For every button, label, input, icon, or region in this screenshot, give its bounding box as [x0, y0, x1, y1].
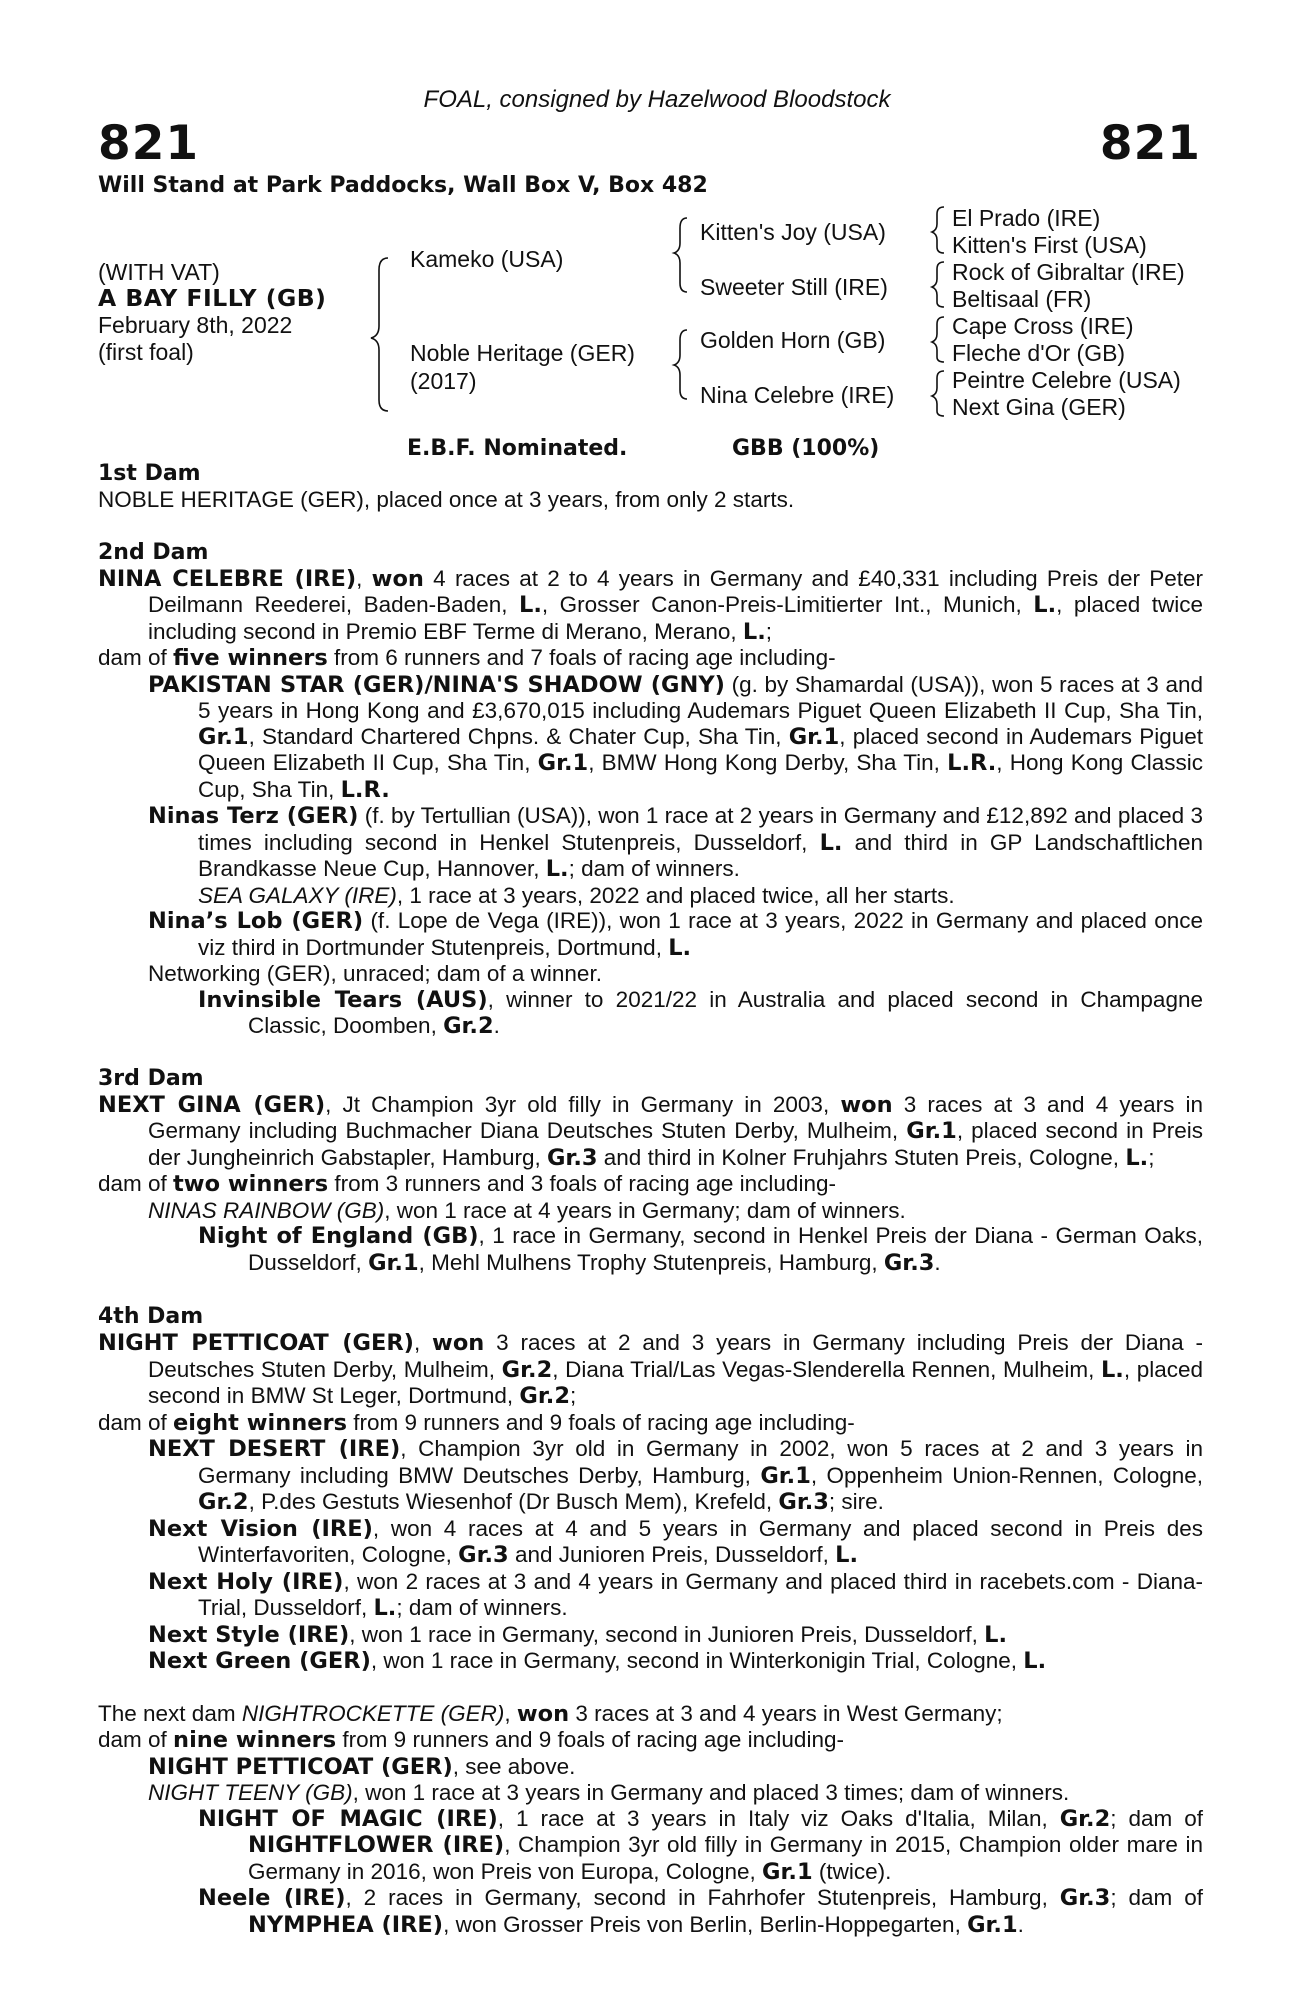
pedigree-g3-8: Next Gina (GER): [952, 394, 1126, 420]
record-entry: NEXT DESERT (IRE), Champion 3yr old in Germany in 2002, won 5 races at 2 and 3 years in Germany including BMW Deutsches Derby, Hamburg, Gr.1, Oppenheim Union-Rennen, Cologne, Gr.2, P.des Gestuts Wiesenhof (Dr Busch Mem), Krefeld, Gr.3; sire.: [148, 1436, 1204, 1515]
pedigree-dam: Noble Heritage (GER): [410, 340, 635, 366]
pedigree-section: [98, 1701, 1203, 1939]
pedigree-section: [98, 461, 1203, 513]
produce-record: [98, 461, 1203, 1938]
ebf-nomination: E.B.F. Nominated.: [407, 436, 628, 461]
section-heading: 4th Dam: [98, 1304, 204, 1329]
record-entry: NINAS RAINBOW (GB), won 1 race at 4 years in Germany; dam of winners.: [148, 1197, 906, 1223]
pedigree-g3-6: Fleche d'Or (GB): [952, 340, 1126, 366]
gbb-rating: GBB (100%): [732, 436, 880, 461]
vat-note: (WITH VAT): [98, 259, 220, 285]
record-entry: Invinsible Tears (AUS), winner to 2021/22 in Australia and placed second in Champagne Classic, Doomben, Gr.2.: [198, 986, 1203, 1039]
section-heading: 1st Dam: [98, 461, 201, 486]
record-entry: Next Holy (IRE), won 2 races at 3 and 4 years in Germany and placed third in racebets.com - Diana-Trial, Dusseldorf, L.; dam of winners.: [148, 1568, 1203, 1621]
pedigree-sire: Kameko (USA): [410, 246, 564, 272]
record-entry: Networking (GER), unraced; dam of a winner.: [148, 961, 602, 986]
foal-date: February 8th, 2022: [98, 312, 293, 338]
record-entry: dam of nine winners from 9 runners and 9 foals of racing age including-: [98, 1727, 844, 1753]
record-entry: Next Green (GER), won 1 race in Germany, second in Winterkonigin Trial, Cologne, L.: [148, 1648, 1047, 1674]
record-entry: NIGHT TEENY (GB), won 1 race at 3 years in Germany and placed 3 times; dam of winners.: [148, 1780, 1070, 1805]
lot-number-right: 821: [1099, 116, 1201, 171]
record-entry: dam of two winners from 3 runners and 3 foals of racing age including-: [98, 1171, 836, 1197]
record-entry: Ninas Terz (GER) (f. by Tertullian (USA)), won 1 race at 2 years in Germany and £12,892 and placed 3 times including second in Henkel Stutenpreis, Dusseldorf, L. and third in GP Landschaftlichen Brandkasse Neue Cup, Hannover, L.; dam of winners.: [148, 803, 1203, 882]
pedigree-g3-1: El Prado (IRE): [952, 205, 1101, 231]
pedigree-g3-4: Beltisaal (FR): [952, 286, 1092, 312]
record-entry: NIGHT PETTICOAT (GER), see above.: [148, 1753, 576, 1780]
foal-note: (first foal): [98, 339, 194, 365]
record-entry: dam of five winners from 6 runners and 7 foals of racing age including-: [98, 645, 836, 671]
lot-number-left: 821: [98, 116, 200, 171]
record-entry: NEXT GINA (GER), Jt Champion 3yr old filly in Germany in 2003, won 3 races at 3 and 4 years in Germany including Buchmacher Diana Deutsches Stuten Derby, Mulheim, Gr.1, placed second in Preis der Jungheinrich Gabstapler, Hamburg, Gr.3 and third in Kolner Fruhjahrs Stuten Preis, Cologne, L.;: [98, 1091, 1203, 1171]
record-entry: PAKISTAN STAR (GER)/NINA'S SHADOW (GNY) (g. by Shamardal (USA)), won 5 races at 3 and 5 years in Hong Kong and £3,670,015 including Audemars Piguet Queen Elizabeth II Cup, Sha Tin, Gr.1, Standard Chartered Chpns. & Chater Cup, Sha Tin, Gr.1, placed second in Audemars Piguet Queen Elizabeth II Cup, Sha Tin, Gr.1, BMW Hong Kong Derby, Sha Tin, L.R., Hong Kong Classic Cup, Sha Tin, L.R.: [148, 671, 1203, 803]
pedigree-sire-sire: Kitten's Joy (USA): [700, 219, 886, 245]
pedigree-sire-dam: Sweeter Still (IRE): [700, 274, 888, 300]
pedigree-dam-sire: Golden Horn (GB): [700, 327, 886, 353]
record-entry: NIGHT PETTICOAT (GER), won 3 races at 2 and 3 years in Germany including Preis der Diana - Deutsches Stuten Derby, Mulheim, Gr.2, Diana Trial/Las Vegas-Slenderella Rennen, Mulheim, L., placed second in BMW St Leger, Dortmund, Gr.2;: [98, 1330, 1203, 1409]
section-heading: 3rd Dam: [98, 1065, 204, 1091]
consignor-line: FOAL, consigned by Hazelwood Bloodstock: [423, 86, 891, 113]
record-entry: SEA GALAXY (IRE), 1 race at 3 years, 2022 and placed twice, all her starts.: [198, 882, 955, 908]
record-entry: Next Style (IRE), won 1 race in Germany, second in Junioren Preis, Dusseldorf, L.: [148, 1621, 1008, 1648]
pedigree-section: [98, 1066, 1203, 1277]
record-entry: Next Vision (IRE), won 4 races at 4 and 5 years in Germany and placed second in Preis des Winterfavoriten, Cologne, Gr.3 and Junioren Preis, Dusseldorf, L.: [148, 1515, 1203, 1568]
record-entry: NINA CELEBRE (IRE), won 4 races at 2 to 4 years in Germany and £40,331 including Preis der Peter Deilmann Reederei, Baden-Baden, L., Grosser Canon-Preis-Limitierter Int., Munich, L., placed twice including second in Premio EBF Terme di Merano, Merano, L.;: [98, 565, 1203, 645]
pedigree-dam-year: (2017): [410, 368, 477, 394]
record-entry: dam of eight winners from 9 runners and 9 foals of racing age including-: [98, 1409, 855, 1436]
pedigree-g3-3: Rock of Gibraltar (IRE): [952, 259, 1185, 285]
pedigree-g3-2: Kitten's First (USA): [952, 232, 1147, 258]
record-entry: NIGHT OF MAGIC (IRE), 1 race at 3 years in Italy viz Oaks d'Italia, Milan, Gr.2; dam of NIGHTFLOWER (IRE), Champion 3yr old filly in Germany in 2015, Champion older mare in Germany in 2016, won Preis von Europa, Cologne, Gr.1 (twice).: [198, 1805, 1203, 1885]
pedigree-g3-7: Peintre Celebre (USA): [952, 367, 1181, 393]
record-entry: The next dam NIGHTROCKETTE (GER), won 3 races at 3 and 4 years in West Germany;: [98, 1700, 1003, 1727]
foal-description: A BAY FILLY (GB): [98, 284, 327, 312]
pedigree-g3-5: Cape Cross (IRE): [952, 313, 1134, 339]
pedigree-dam-dam: Nina Celebre (IRE): [700, 382, 895, 408]
stand-location: Will Stand at Park Paddocks, Wall Box V, Box 482: [98, 173, 708, 198]
record-entry: NOBLE HERITAGE (GER), placed once at 3 years, from only 2 starts.: [98, 487, 795, 512]
record-entry: Nina’s Lob (GER) (f. Lope de Vega (IRE)), won 1 race at 3 years, 2022 in Germany and placed once viz third in Dortmunder Stutenpreis, Dortmund, L.: [148, 908, 1203, 961]
record-entry: Neele (IRE), 2 races in Germany, second in Fahrhofer Stutenpreis, Hamburg, Gr.3; dam of NYMPHEA (IRE), won Grosser Preis von Berlin, Berlin-Hoppegarten, Gr.1.: [198, 1885, 1203, 1938]
pedigree-section: [98, 1304, 1203, 1675]
pedigree-section: [98, 540, 1203, 1040]
record-entry: Night of England (GB), 1 race in Germany, second in Henkel Preis der Diana - German Oaks, Dusseldorf, Gr.1, Mehl Mulhens Trophy Stutenpreis, Hamburg, Gr.3.: [198, 1223, 1203, 1276]
section-heading: 2nd Dam: [98, 539, 209, 565]
